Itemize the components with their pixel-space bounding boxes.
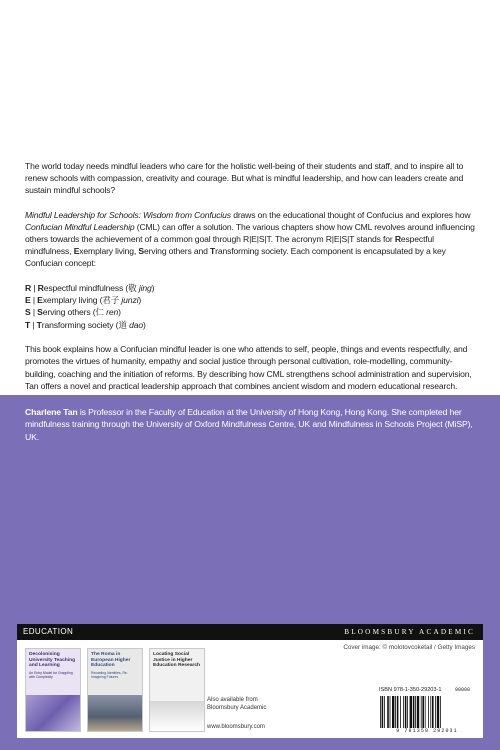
text-segment: ransforming society. Each component is encapsulated by a key Confucian concept:: [25, 246, 446, 269]
blurb-paragraph-2: [25, 209, 477, 270]
related-book-cover[interactable]: [149, 648, 205, 732]
confucian-term: jing: [138, 282, 152, 293]
confucian-term: junzi: [121, 295, 139, 306]
acronym-list: [25, 282, 477, 332]
publisher-url[interactable]: www.bloomsbury.com: [207, 724, 265, 730]
also-available: [207, 696, 266, 712]
text-segment: espectful mindfulness,: [25, 234, 434, 257]
confucian-term: dao: [129, 319, 143, 330]
acronym-letter: E: [73, 246, 80, 257]
category-label: EDUCATION: [23, 627, 74, 636]
footer-band: [17, 624, 483, 738]
acronym-initial: E: [37, 295, 43, 306]
book-title: Mindful Leadership for Schools: Wisdom from Confucius: [25, 209, 231, 220]
text-segment: xemplary living (君子: [42, 295, 122, 306]
blurb-paragraph-3: This book explains how a Confucian mindful leader is one who attends to self, people, things and events respectfully, and promotes the virtues of humanity, empathy and social justice through personal cultivation, role-modelling, community-building, coaching and the initiation of reforms. By describing how CML strengthens school administration and supervision, Tan offers a novel and practical leadership approach that combines ancient wisdom and modern educational research.: [25, 344, 472, 391]
acronym-initial: R: [37, 282, 44, 293]
text-segment: espectful mindfulness (敬: [43, 282, 139, 293]
separator: |: [30, 295, 38, 306]
author-panel: [0, 395, 500, 750]
acronym-letter: T: [210, 246, 216, 257]
related-book-cover[interactable]: [25, 648, 81, 732]
related-book-subtitle: An Entry Model for Grappling with Complexity: [29, 670, 73, 679]
acronym-initial: T: [36, 319, 42, 330]
text-segment: erving others (仁: [42, 307, 107, 318]
text-segment: (CML) can offer a solution. The various chapters show how CML revolves around influencing others towards the achievement of a common goal through R|E|S|T. The acronym R|E|S|T stands for: [25, 221, 475, 245]
author-bio: [25, 406, 477, 443]
acronym-letter: R: [394, 234, 401, 245]
blurb-paragraph-1: The world today needs mindful leaders who care for the holistic well-being of their students and staff, and to inspire all to renew schools with compassion, creativity and courage. But what is mindful leadership, and how can leaders create and sustain mindful schools?: [25, 161, 464, 196]
cover-credit: Cover image: © molotovcoketail / Getty Images: [343, 644, 475, 651]
isbn: ISBN 978-1-350-29203-1: [379, 687, 442, 693]
price-code: 90000: [455, 687, 471, 693]
separator: |: [30, 307, 38, 318]
text-segment: ): [138, 295, 142, 306]
acronym-letter: S: [138, 246, 144, 257]
author-bio-text: is Professor in the Faculty of Education at the University of Hong Kong, Hong Kong. She completed her mindfulness training through the University of Oxford Mindfulness Centre, UK and Mindfulness in Schools Project (MiSP), UK.: [25, 407, 473, 442]
acronym-letter: T: [25, 319, 31, 330]
cover-art: [88, 695, 143, 731]
also-available-publisher: Bloomsbury Academic: [207, 705, 267, 711]
footer-bar: [17, 624, 483, 640]
confucian-term: ren: [106, 307, 119, 318]
publisher-logo: BLOOMSBURY ACADEMIC: [344, 627, 475, 636]
acronym-initial: S: [37, 307, 43, 318]
separator: |: [30, 319, 37, 330]
cml-term: Confucian Mindful Leadership: [25, 221, 135, 232]
related-book-subtitle: Recasting Identities, Re-Imagining Futures: [91, 670, 128, 679]
also-available-line: Also available from: [207, 697, 258, 703]
barcode-number: 9 781350 292031: [396, 728, 458, 734]
acronym-letter: E: [25, 295, 31, 306]
barcode-icon: [379, 696, 475, 728]
acronym-item: [25, 306, 477, 318]
related-book-title: Locating Social Justice in Higher Education Research: [153, 652, 201, 669]
text-segment: ): [142, 319, 146, 330]
author-name: Charlene Tan: [25, 407, 78, 417]
text-segment: ransforming society (道: [41, 319, 130, 330]
related-book-title: The Roma in European Higher Education: [91, 652, 131, 669]
text-segment: draws on the educational thought of Confucius and explores how: [230, 209, 471, 220]
blurb: [25, 160, 477, 404]
acronym-letter: R: [25, 282, 32, 293]
related-book-cover[interactable]: [87, 648, 143, 732]
text-segment: xemplary living,: [79, 246, 139, 257]
acronym-item: [25, 282, 477, 294]
related-book-title: Decolonising University Teaching and Learning: [29, 652, 76, 669]
cover-art: [150, 701, 205, 731]
acronym-item: [25, 294, 477, 306]
acronym-item: [25, 319, 477, 331]
separator: |: [31, 282, 38, 293]
text-segment: ): [118, 307, 121, 318]
text-segment: erving others and: [143, 246, 211, 257]
cover-art: [26, 695, 81, 731]
acronym-letter: S: [25, 307, 31, 318]
text-segment: ): [151, 282, 155, 293]
